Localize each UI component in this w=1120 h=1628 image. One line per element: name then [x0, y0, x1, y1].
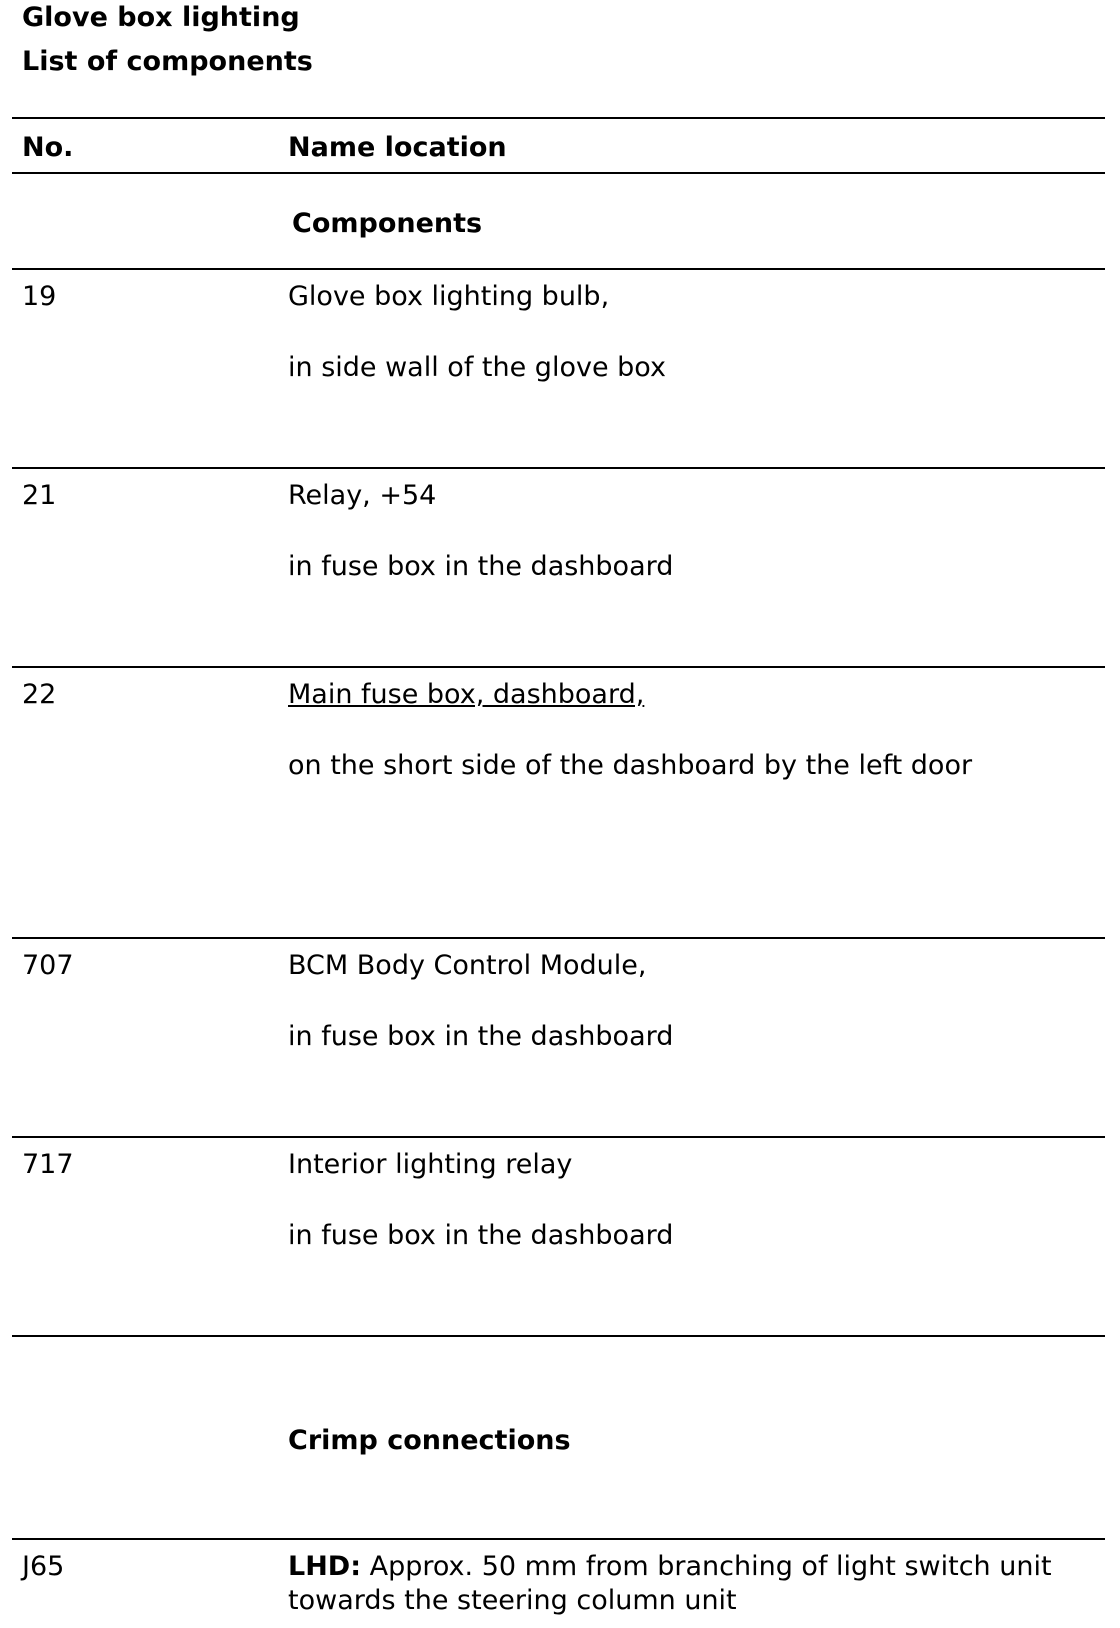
- row-name: Glove box lighting bulb,: [288, 281, 610, 312]
- row-number: 19: [22, 281, 57, 312]
- row-divider: [12, 268, 1105, 270]
- row-number: 707: [22, 950, 74, 981]
- header-bottom-rule: [12, 172, 1105, 174]
- row-number: 22: [22, 679, 57, 710]
- lhd-label: LHD:: [288, 1551, 362, 1582]
- row-location: in fuse box in the dashboard: [288, 1021, 674, 1052]
- row-description-line-1: [288, 1550, 1052, 1584]
- section-heading-crimp-connections: Crimp connections: [288, 1425, 571, 1456]
- document-subtitle: List of components: [22, 46, 313, 77]
- row-description-line-2: towards the steering column unit: [288, 1585, 737, 1616]
- row-divider: [12, 666, 1105, 668]
- row-location: in fuse box in the dashboard: [288, 1220, 674, 1251]
- row-name: Relay, +54: [288, 480, 437, 511]
- row-divider: [12, 467, 1105, 469]
- document-title: Glove box lighting: [22, 2, 300, 33]
- row-location: in side wall of the glove box: [288, 352, 666, 383]
- row-number: 717: [22, 1149, 74, 1180]
- table-top-rule: [12, 117, 1105, 119]
- row-divider: [12, 937, 1105, 939]
- row-name-link[interactable]: Main fuse box, dashboard,: [288, 679, 645, 710]
- column-header-no: No.: [22, 132, 74, 163]
- row-location: on the short side of the dashboard by the left door: [288, 750, 973, 781]
- row-number: 21: [22, 480, 57, 511]
- column-header-name-location: Name location: [288, 132, 507, 163]
- row-name: BCM Body Control Module,: [288, 950, 647, 981]
- row-location: in fuse box in the dashboard: [288, 551, 674, 582]
- row-description-text: Approx. 50 mm from branching of light switch unit: [369, 1551, 1052, 1582]
- row-name: Interior lighting relay: [288, 1149, 573, 1180]
- row-divider: [12, 1335, 1105, 1337]
- section-heading-components: Components: [292, 208, 483, 239]
- row-number: J65: [22, 1551, 65, 1582]
- row-divider: [12, 1136, 1105, 1138]
- row-divider: [12, 1538, 1105, 1540]
